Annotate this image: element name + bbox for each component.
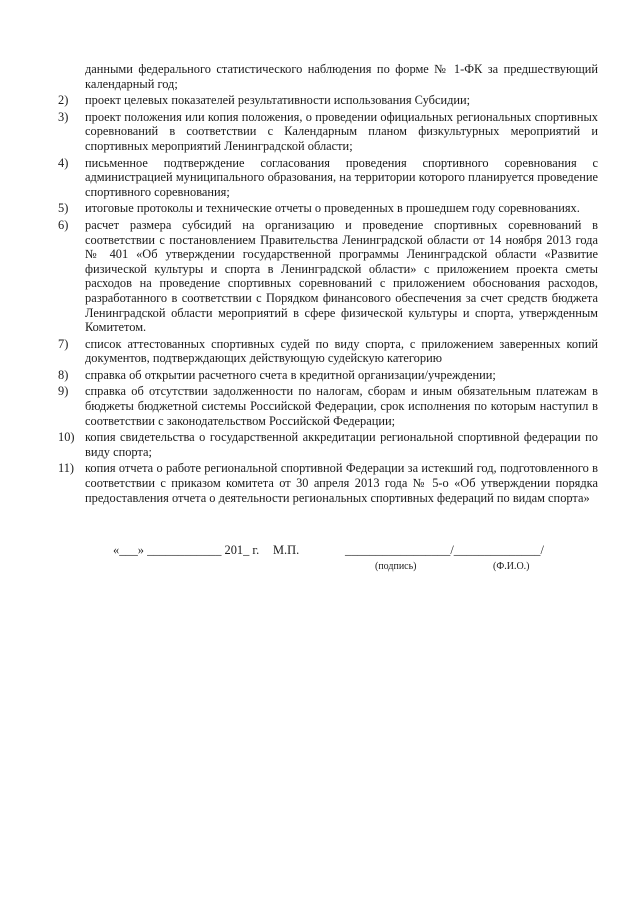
list-item <box>58 384 598 428</box>
list-item <box>58 201 598 216</box>
list-item-text: проект положения или копия положения, о проведении официальных региональных спортивных соревнований в соответствии с Календарным планом физкультурных мероприятий и спортивных мероприятий Ленинградской области; <box>85 109 598 153</box>
signature-caption: (подпись) <box>375 561 417 572</box>
list-item <box>58 337 598 366</box>
list-item-number: 8) <box>58 367 69 382</box>
list-item <box>58 430 598 459</box>
list-item-number: 6) <box>58 217 69 232</box>
list-item <box>58 368 598 383</box>
list-item-number: 9) <box>58 384 69 399</box>
list-item-number: 7) <box>58 336 69 351</box>
list-item <box>58 461 598 505</box>
list-item-text: проект целевых показателей результативности использования Субсидии; <box>85 93 471 108</box>
list-item-number: 5) <box>58 201 69 216</box>
list-item <box>58 218 598 335</box>
list-item-text: итоговые протоколы и технические отчеты о проведенных в прошедшем году соревнованиях. <box>85 201 580 216</box>
list-item-text: копия свидетельства о государственной аккредитации региональной спортивной федерации по виду спорта; <box>85 430 598 459</box>
list-item-text: копия отчета о работе региональной спортивной Федерации за истекший год, подготовленного в соответствии с приказом комитета от 30 апреля 2013 года № 5-о «Об утверждении порядка предоставления отчета о деятельности региональных спортивных федераций по видам спорта» <box>85 461 598 505</box>
signature-block <box>113 543 573 583</box>
list-item-text: справка об отсутствии задолженности по налогам, сборам и иным обязательным платежам в бюджеты бюджетной системы Российской Федерации, срок исполнения по которым наступил в соответствии с законодательством Российской Федерации; <box>85 384 598 428</box>
list-item <box>58 93 598 108</box>
list-item <box>58 62 598 91</box>
date-line: «___» ____________ 201_ г. <box>113 543 260 557</box>
full-name-caption: (Ф.И.О.) <box>493 561 530 572</box>
list-item <box>58 156 598 200</box>
list-item-number: 11) <box>58 461 75 476</box>
signature-lines: _________________/______________/ <box>345 543 544 557</box>
list-item <box>58 110 598 154</box>
list-item-text: расчет размера субсидий на организацию и проведение спортивных соревнований в соответствии с постановлением Правительства Ленинградской области от 14 ноября 2013 года № 401 «Об утверждении государственной программы Ленинградской области «Развитие физической культуры и спорта в Ленинградской области» с приложением проекта сметы расходов на проведение спортивных соревнований с приложением обоснования расходов, разработанного в соответствии с Порядком финансового обеспечения за счет средств бюджета Ленинградской области мероприятий в сфере физической культуры и спорта, утвержденным Комитетом. <box>85 217 598 335</box>
list-item-number: 2) <box>58 93 69 108</box>
list-item-number: 3) <box>58 109 69 124</box>
stamp-label: М.П. <box>273 543 300 557</box>
list-item-text: данными федерального статистического наблюдения по форме № 1-ФК за предшествующий календарный год; <box>85 62 598 91</box>
list-item-text: справка об открытии расчетного счета в кредитной организации/учреждении; <box>85 367 496 382</box>
list-item-number: 4) <box>58 155 69 170</box>
list-item-number: 10) <box>58 430 75 445</box>
list-item-text: письменное подтверждение согласования проведения спортивного соревнования с администрацией муниципального образования, на территории которого планируется проведение спортивного соревнования; <box>85 155 598 199</box>
list-item-text: список аттестованных спортивных судей по виду спорта, с приложением заверенных копий документов, подтверждающих действующую судейскую категорию <box>85 336 598 366</box>
requirements-list <box>58 62 598 505</box>
